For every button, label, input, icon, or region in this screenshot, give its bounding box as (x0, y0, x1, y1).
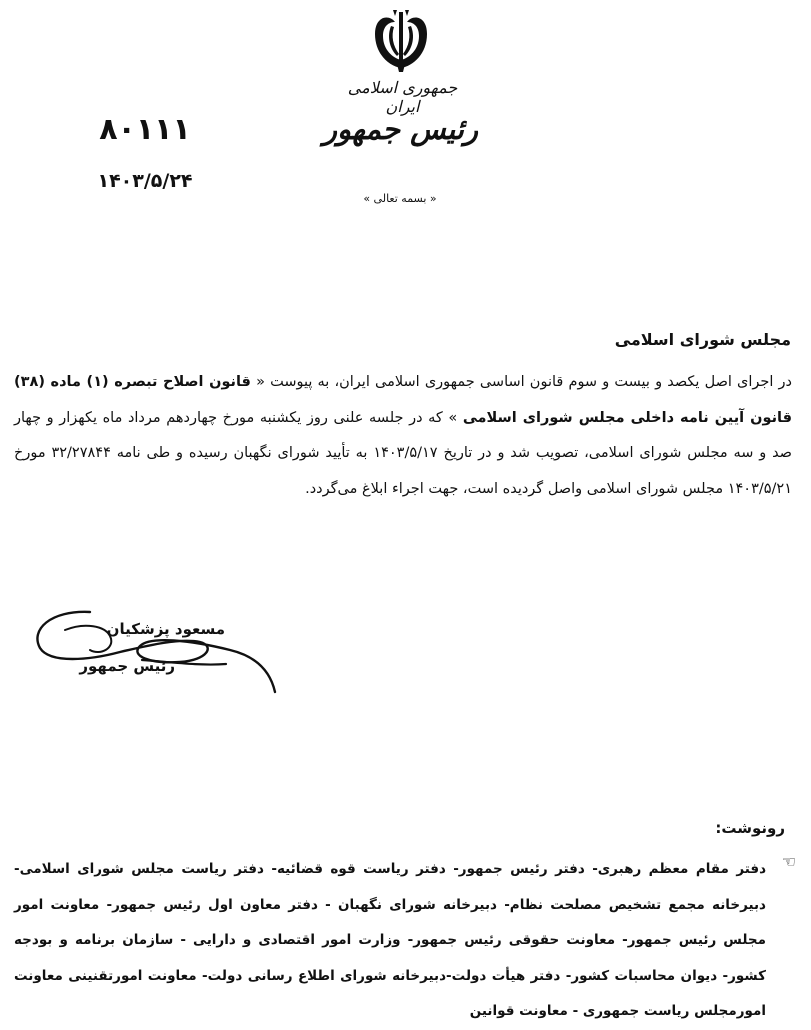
letter-number: ۸۰۱۱۱ (99, 112, 191, 147)
cc-recipients-list: دفتر مقام معظم رهبری- دفتر رئیس جمهور- دفتر ریاست قوه قضائیه- دفتر ریاست مجلس شورای اسلامی- دبیرخانه مجمع تشخیص مصلحت نظام- دبیرخانه شورای نگهبان - دفتر معاون اول رئیس جمهور- معاونت امور مجلس رئیس جمهور- معاونت حقوقی رئیس جمهور- وزارت امور اقتصادی و دارایی - سازمان برنامه و بودجه کشور- دیوان محاسبات کشور- دفتر هیأت دولت-دبیرخانه شورای اطلاع رسانی دولت- معاونت امورتقنینی معاونت امورمجلس ریاست جمهوری - معاونت قوانین (14, 861, 766, 1019)
recipient-heading: مجلس شورای اسلامی (614, 330, 791, 349)
letter-body (14, 365, 792, 507)
signer-title: رئیس جمهور (79, 657, 175, 675)
body-intro: در اجرای اصل یکصد و بیست و سوم قانون اساسی جمهوری اسلامی ایران، به پیوست « (250, 374, 793, 390)
law-title: قانون اصلاح تبصره (۱) ماده (۳۸) قانون آیین نامه داخلی مجلس شورای اسلامی (14, 374, 792, 426)
pointing-hand-icon: ☜ (781, 852, 796, 871)
signer-name: مسعود پزشکیان (106, 620, 225, 638)
office-name-logotype: رئیس جمهور (323, 112, 478, 146)
state-name: جمهوری اسلامی ایران (347, 78, 458, 116)
handwritten-signature (30, 590, 280, 700)
body-rest: » که در جلسه علنی روز یکشنبه مورخ چهاردهم مرداد ماه یکهزار و چهار صد و سه مجلس شورای اسلامی، تصویب شد و در تاریخ ۱۴۰۳/۵/۱۷ به تأیید شورای نگهبان رسیده و طی نامه ۳۲/۲۷۸۴۴ مورخ ۱۴۰۳/۵/۲۱ مجلس شورای اسلامی واصل گردیده است، جهت اجراء ابلاغ می‌گردد. (14, 409, 792, 497)
iran-emblem-icon (369, 6, 433, 78)
cc-block (14, 852, 796, 1030)
invocation-text: « بسمه تعالی » (363, 192, 437, 205)
cc-heading: رونوشت: (715, 819, 785, 837)
letter-date: ۱۴۰۳/۵/۲۴ (97, 170, 193, 192)
